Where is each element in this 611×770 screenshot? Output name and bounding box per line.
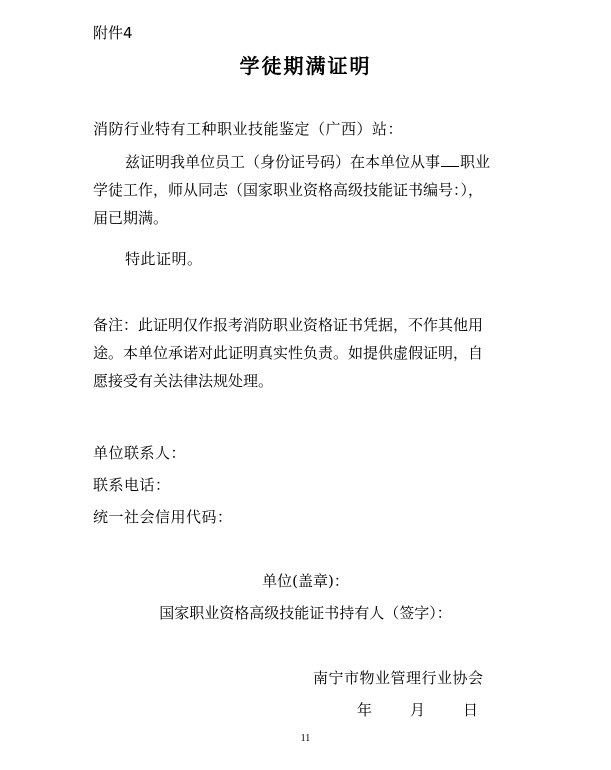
body-line-1-end: 职业 [460, 153, 491, 171]
occupation-blank [441, 154, 459, 167]
page-number: 11 [300, 733, 311, 744]
date-year: 年 [357, 701, 373, 719]
body-paragraph [93, 148, 526, 232]
body-line-1-text: 兹证明我单位员工（身份证号码）在本单位从事 [125, 153, 441, 171]
addressee: 消防行业特有工种职业技能鉴定（广西）站： [93, 120, 404, 138]
contact-person-label: 单位联系人： [93, 444, 187, 462]
credit-code-label: 统一社会信用代码： [93, 508, 233, 526]
remark-line-2: 途。本单位承诺对此证明真实性负责。如提供虚假证明，自 [93, 344, 484, 362]
date-day: 日 [463, 701, 479, 719]
seal-label: 单位(盖章)： [262, 572, 349, 590]
body-line-3: 届已期满。 [93, 209, 169, 227]
remark-line-1: 备注：此证明仅作报考消防职业资格证书凭据，不作其他用 [93, 316, 484, 334]
remark-paragraph [93, 311, 526, 395]
page-title: 学徒期满证明 [239, 54, 372, 78]
attachment-label: 附件4 [93, 24, 133, 42]
contact-phone-label: 联系电话： [93, 476, 171, 494]
body-line-2: 学徒工作，师从同志（国家职业资格高级技能证书编号：）， [93, 181, 484, 199]
body-line-1 [93, 148, 526, 176]
remark-line-3: 愿接受有关法律法规处理。 [93, 372, 274, 390]
date-month: 月 [410, 701, 426, 719]
special-proof: 特此证明。 [125, 250, 203, 268]
organization-name: 南宁市物业管理行业协会 [313, 669, 484, 687]
holder-signature-label: 国家职业资格高级技能证书持有人（签字）： [159, 604, 452, 622]
